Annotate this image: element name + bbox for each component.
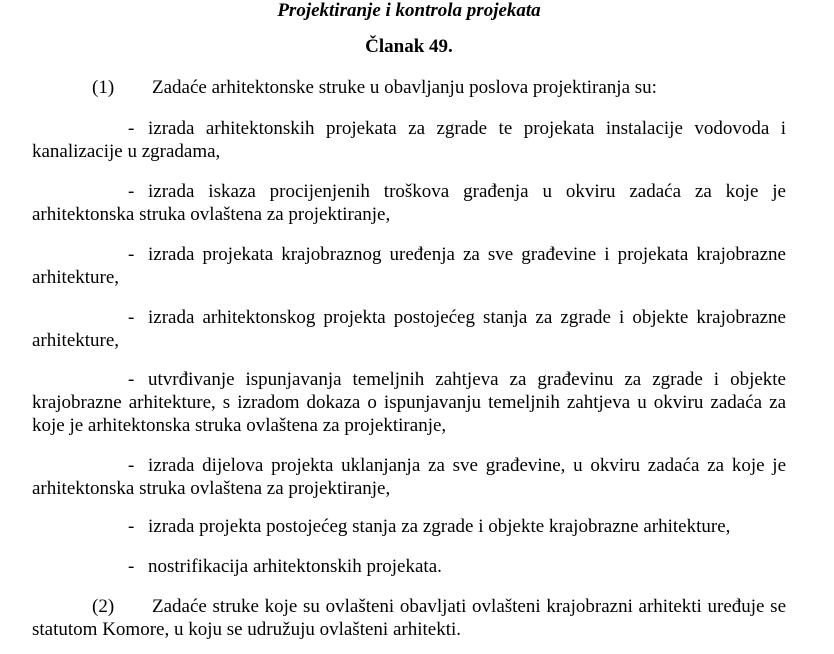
list-dash: - [128, 181, 135, 202]
list-item-text: nostrifikacija arhitektonskih projekata. [148, 556, 442, 577]
list-item-text: izrada dijelova projekta uklanjanja za sve građevine, u okviru zadaća za koje je arhitektonska struka ovlaštena za projektiranje, [32, 455, 786, 499]
list-item [32, 515, 786, 538]
list-dash: - [128, 244, 135, 265]
list-dash: - [128, 455, 135, 476]
list-item [32, 555, 786, 578]
list-dash: - [128, 307, 135, 328]
paragraph-text: Zadaće arhitektonske struke u obavljanju poslova projektiranja su: [152, 77, 657, 98]
list-item-text: izrada iskaza procijenjenih troškova građenja u okviru zadaća za koje je arhitektonska struka ovlaštena za projektiranje, [32, 181, 786, 225]
paragraph-text: Zadaće struke koje su ovlašteni obavljati ovlašteni krajobrazni arhitekti uređuje se statutom Komore, u koju se udružuju ovlašteni arhitekti. [32, 596, 786, 640]
list-item-text: izrada arhitektonskog projekta postojećeg stanja za zgrade i objekte krajobrazne arhitekture, [32, 307, 786, 351]
list-dash: - [128, 556, 135, 577]
paragraph-number: (1) [92, 77, 115, 98]
list-item [32, 368, 786, 437]
paragraph-number: (2) [92, 596, 115, 617]
section-title: Projektiranje i kontrola projekata [277, 0, 541, 21]
list-item [32, 243, 786, 289]
paragraph-2 [32, 595, 786, 641]
list-item [32, 180, 786, 226]
paragraph-1 [32, 76, 786, 99]
list-dash: - [128, 118, 135, 139]
document-page [32, 0, 786, 640]
list-dash: - [128, 516, 135, 537]
list-item-text: izrada projekta postojećeg stanja za zgrade i objekte krajobrazne arhitekture, [148, 516, 731, 537]
list-item-text: izrada projekata krajobraznog uređenja za sve građevine i projekata krajobrazne arhitekture, [32, 244, 786, 288]
list-dash: - [128, 369, 135, 390]
list-item [32, 454, 786, 500]
list-item-text: izrada arhitektonskih projekata za zgrade te projekata instalacije vodovoda i kanalizacije u zgradama, [32, 118, 786, 162]
article-title: Članak 49. [365, 36, 453, 57]
list-item-text: utvrđivanje ispunjavanja temeljnih zahtjeva za građevinu za zgrade i objekte krajobrazne arhitekture, s izradom dokaza o ispunjavanju temeljnih zahtjeva u okviru zadaća za koje je arhitektonska struka ovlaštena za projektiranje, [32, 369, 786, 436]
list-item [32, 117, 786, 163]
list-item [32, 306, 786, 352]
